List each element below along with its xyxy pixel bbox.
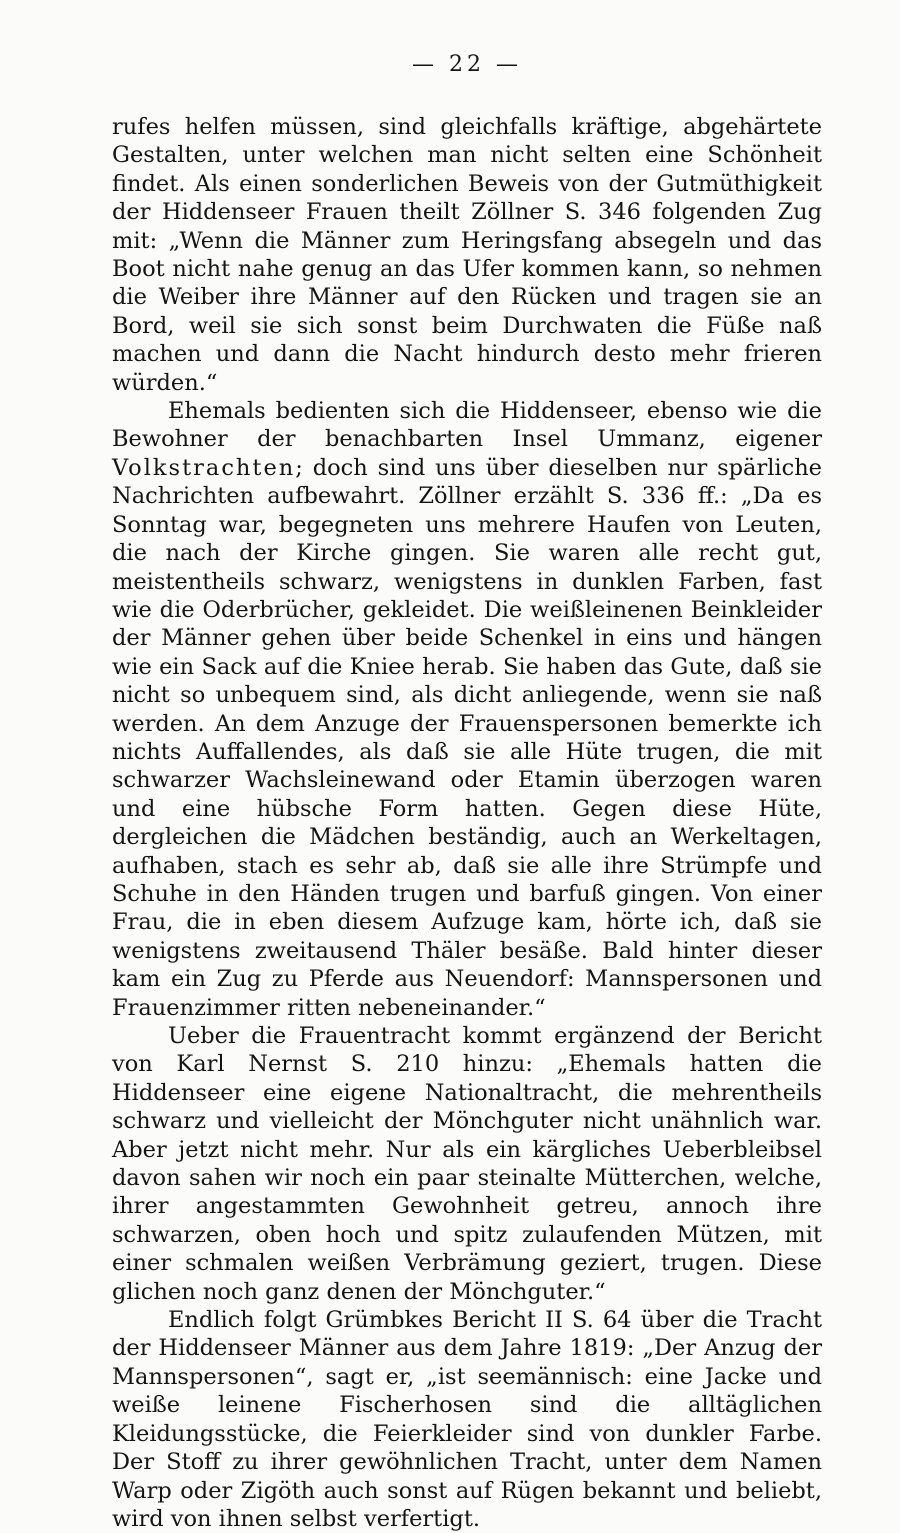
paragraph-text: rufes helfen müssen, sind gleichfalls kräftige, abgehärtete Gestalten, unter welchen man nicht selten eine Schönheit findet. Als einen sonderlichen Beweis von der Gutmüthigkeit der Hiddenseer Frauen theilt Zöllner S. 346 folgenden Zug mit: „Wenn die Männer zum Heringsfang absegeln und das Boot nicht nahe genug an das Ufer kommen kann, so nehmen die Weiber ihre Männer auf den Rücken und tragen sie an Bord, weil sie sich sonst beim Durchwaten die Füße naß machen und dann die Nacht hindurch desto mehr frieren würden.“ bbox=[112, 114, 822, 396]
paragraph-text: Ehemals bedienten sich die Hiddenseer, ebenso wie die Bewohner der benachbarten Insel Ummanz, eigener bbox=[112, 398, 822, 453]
paragraph bbox=[112, 1306, 822, 1533]
paragraph bbox=[112, 113, 822, 397]
page-number: — 22 — bbox=[412, 52, 522, 77]
body-text bbox=[112, 113, 822, 1533]
paragraph bbox=[112, 397, 822, 1022]
paragraph-text: Endlich folgt Grümbkes Bericht II S. 64 über die Tracht der Hiddenseer Männer aus dem Jahre 1819: „Der Anzug der Mannspersonen“, sagt er, „ist seemännisch: eine Jacke und weiße leinene Fischerhosen sind die alltäglichen Kleidungsstücke, die Feierkleider sind von dunkler Farbe. Der Stoff zu ihrer gewöhnlichen Tracht, unter dem Namen Warp oder Zigöth auch sonst auf Rügen bekannt und beliebt, wird von ihnen selbst verfertigt. bbox=[112, 1307, 822, 1532]
paragraph-text: Ueber die Frauentracht kommt ergänzend der Bericht von Karl Nernst S. 210 hinzu: „Ehemals hatten die Hiddenseer eine eigene Nationaltracht, die mehrentheils schwarz und vielleicht der Mönchguter nicht unähnlich war. Aber jetzt nicht mehr. Nur als ein kärgliches Ueberbleibsel davon sahen wir noch ein paar steinalte Mütterchen, welche, ihrer angestammten Gewohnheit getreu, annoch ihre schwarzen, oben hoch und spitz zulaufenden Mützen, mit einer schmalen weißen Verbrämung geziert, trugen. Diese glichen noch ganz denen der Mönchguter.“ bbox=[112, 1023, 822, 1305]
paragraph-text: ; doch sind uns über dieselben nur spärliche Nachrichten aufbewahrt. Zöllner erzählt S. 336 ff.: „Da es Sonntag war, begegneten uns mehrere Haufen von Leuten, die nach der Kirche gingen. Sie waren alle recht gut, meistentheils schwarz, wenigstens in dunklen Farben, fast wie die Oderbrücher, gekleidet. Die weißleinenen Beinkleider der Männer gehen über beide Schenkel in eins und hängen wie ein Sack auf die Kniee herab. Sie haben das Gute, daß sie nicht so unbequem sind, als dicht anliegende, wenn sie naß werden. An dem Anzuge der Frauenspersonen bemerkte ich nichts Auffallendes, als daß sie alle Hüte trugen, die mit schwarzer Wachsleinewand oder Etamin überzogen waren und eine hübsche Form hatten. Gegen diese Hüte, dergleichen die Mädchen beständig, auch an Werkeltagen, aufhaben, stach es sehr ab, daß sie alle ihre Strümpfe und Schuhe in den Händen trugen und barfuß gingen. Von einer Frau, die in eben diesem Aufzuge kam, hörte ich, daß sie wenigstens zweitausend Thäler besäße. Bald hinter dieser kam ein Zug zu Pferde aus Neuendorf: Mannspersonen und Frauenzimmer ritten nebeneinander.“ bbox=[112, 454, 822, 1021]
emphasized-text: Volkstrachten bbox=[112, 454, 296, 481]
paragraph bbox=[112, 1022, 822, 1306]
